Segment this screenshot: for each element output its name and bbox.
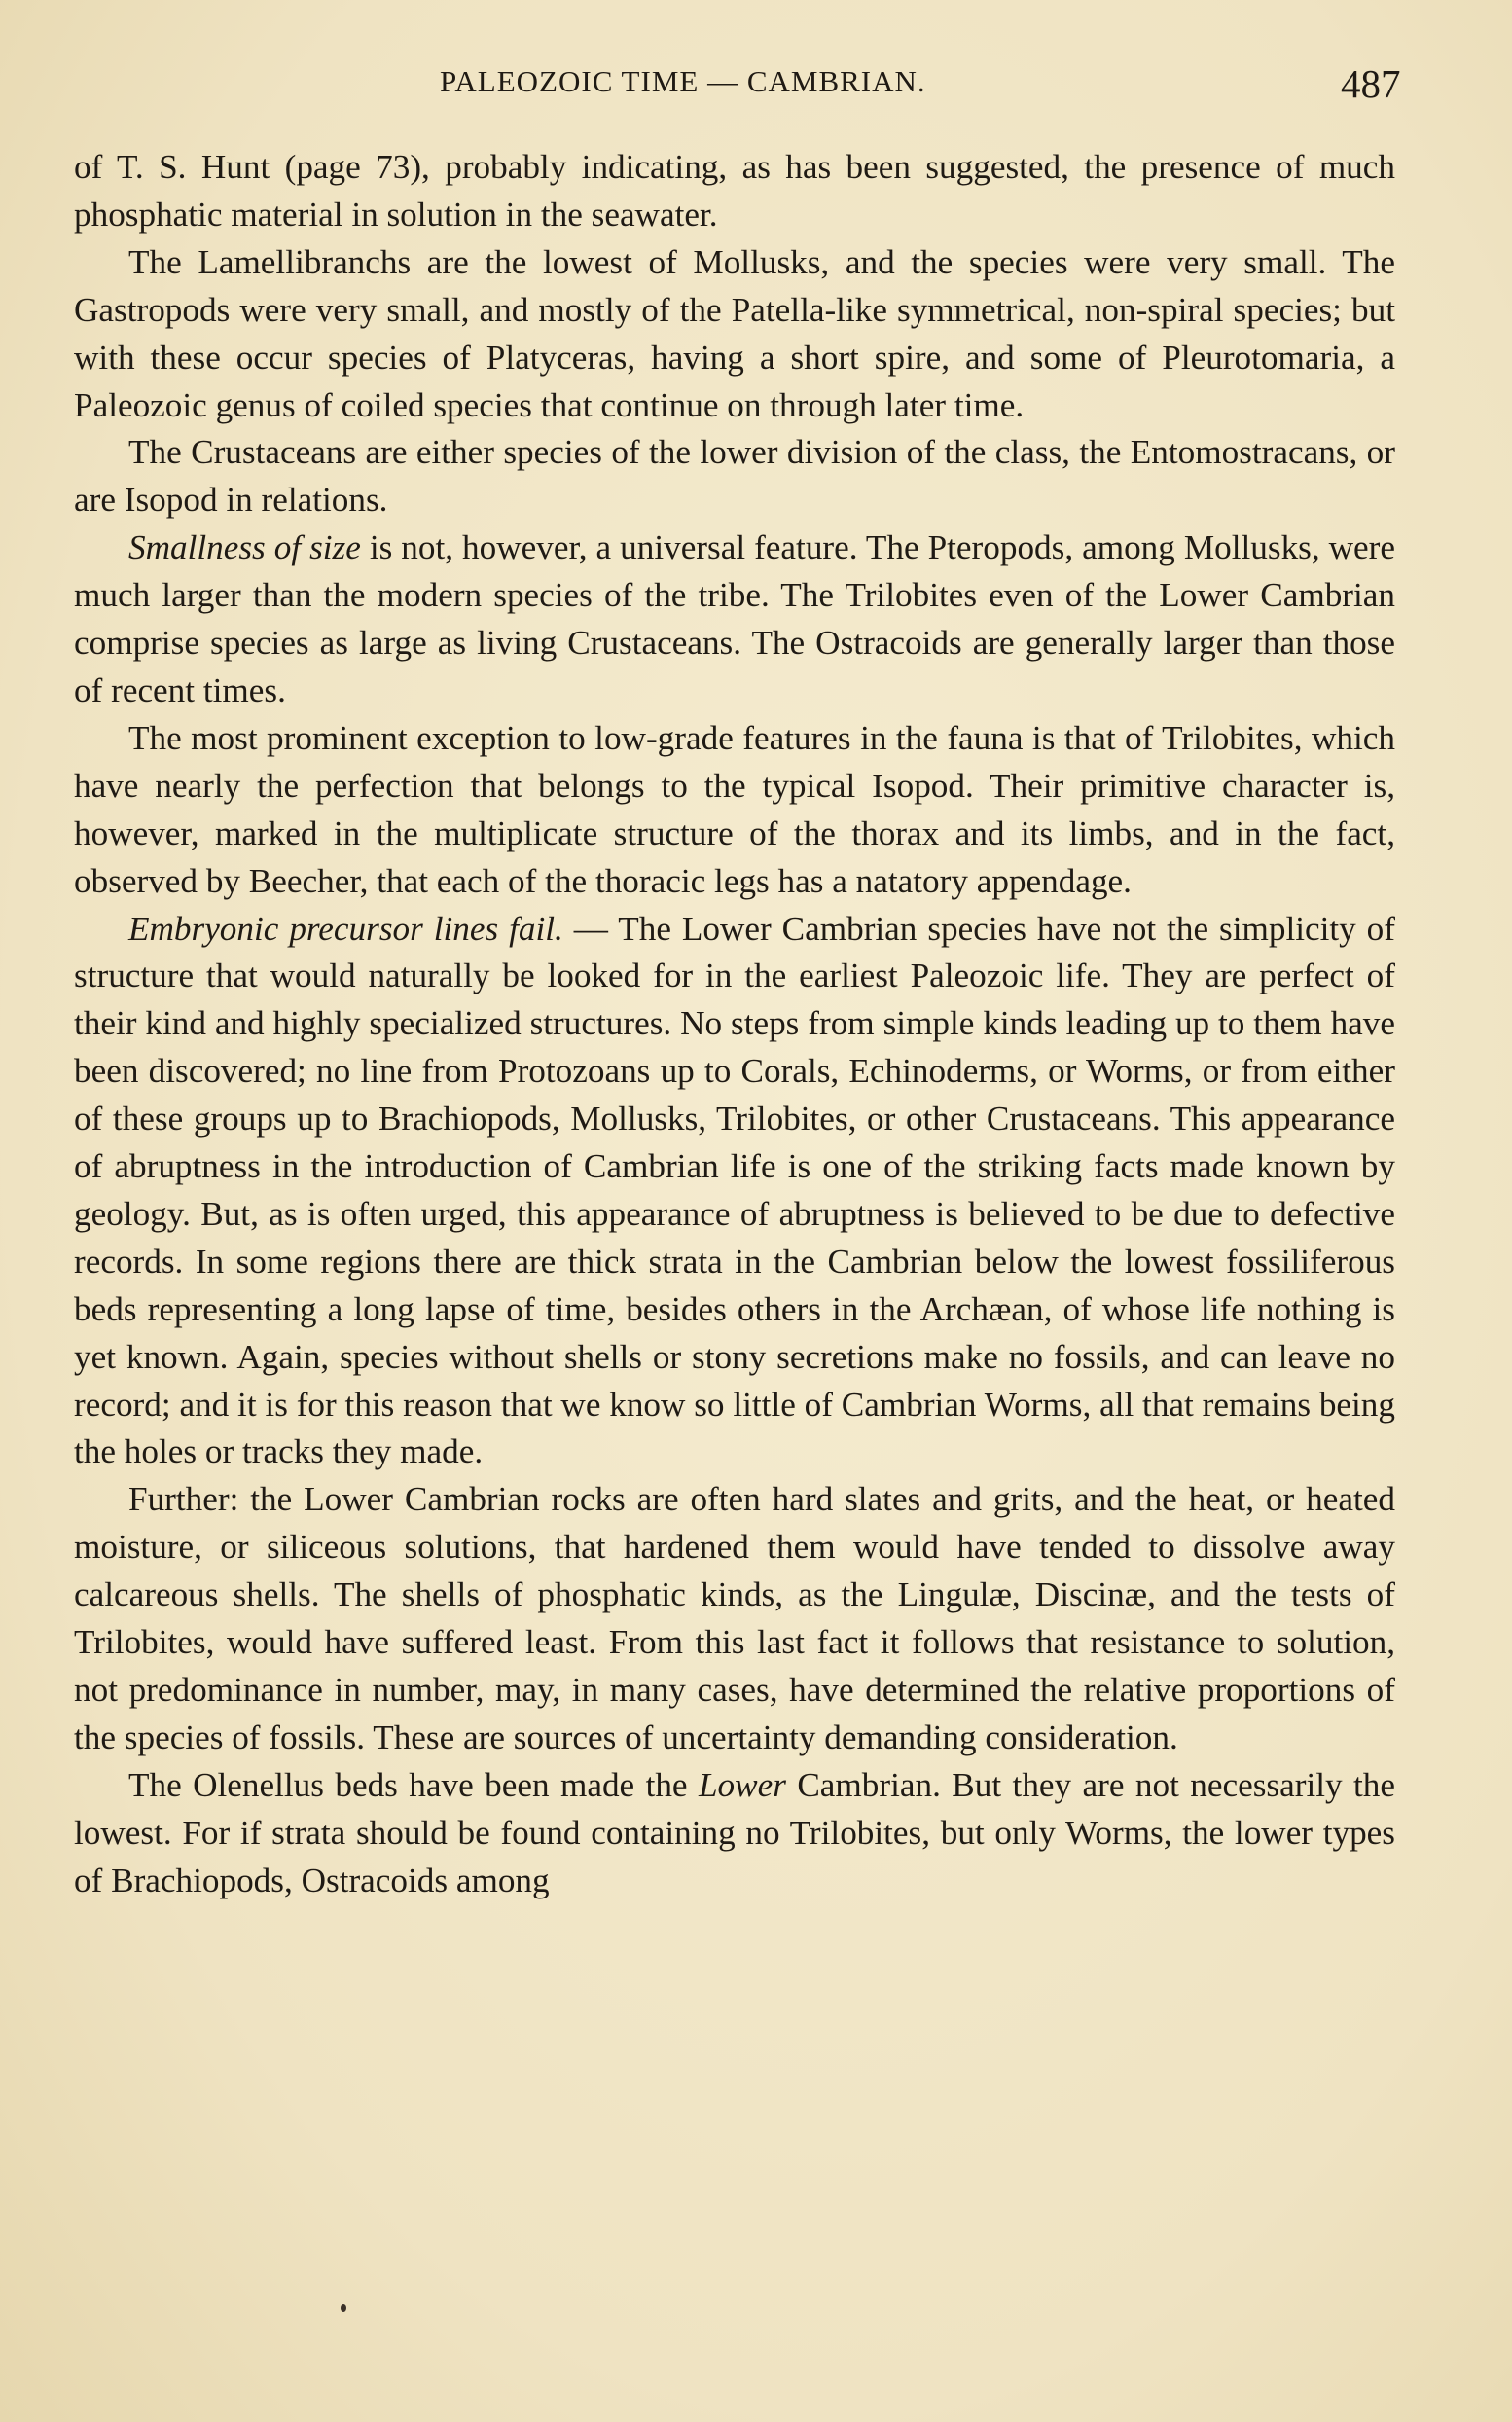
paragraph-1: of T. S. Hunt (page 73), probably indicating, as has been suggested, the presence of much phosphatic material in solution in the seawater. [74, 148, 1395, 234]
paragraph-8-emphasis: Lower [698, 1765, 786, 1804]
paragraph-4-heading: Smallness of size [128, 528, 361, 567]
paragraph-6 [74, 906, 1395, 1477]
page-number: 487 [1341, 61, 1401, 106]
paragraph-8-text-b: Cambrian. But they are not necessarily the lowest. For if strata should be found containing no Trilobites, but only Worms, the lower types of Brachiopods, Ostracoids among [74, 1765, 1395, 1899]
paragraph-8-text-a: The Olenellus beds have been made the [128, 1765, 699, 1804]
paragraph-4-text: is not, however, a universal feature. The Pteropods, among Mollusks, were much larger than the modern species of the tribe. The Trilobites even of the Lower Cambrian comprise species as large as living Crustaceans. The Ostracoids are generally larger than those of recent times. [74, 528, 1395, 709]
body-text [74, 144, 1395, 1905]
paragraph-4 [74, 524, 1395, 715]
ink-speck [341, 2304, 346, 2312]
paragraph-3: The Crustaceans are either species of the lower division of the class, the Entomostracans, or are Isopod in relations. [74, 433, 1395, 520]
paragraph-6-heading: Embryonic precursor lines fail. [128, 909, 563, 948]
paragraph-5: The most prominent exception to low-grade features in the fauna is that of Trilobites, which have nearly the perfection that belongs to the typical Isopod. Their primitive character is, however, marked in the multiplicate structure of the thorax and its limbs, and in the fact, observed by Beecher, that each of the thoracic legs has a natatory appendage. [74, 718, 1395, 900]
paragraph-8 [74, 1762, 1395, 1905]
paragraph-7: Further: the Lower Cambrian rocks are often hard slates and grits, and the heat, or heated moisture, or siliceous solutions, that hardened them would have tended to dissolve away calcareous shells. The shells of phosphatic kinds, as the Lingulæ, Discinæ, and the tests of Trilobites, would have suffered least. From this last fact it follows that resistance to solution, not predominance in number, may, in many cases, have determined the relative proportions of the species of fossils. These are sources of uncertainty demanding consideration. [74, 1480, 1395, 1756]
running-title: PALEOZOIC TIME — CAMBRIAN. [440, 64, 926, 98]
paragraph-2: The Lamellibranchs are the lowest of Mollusks, and the species were very small. The Gastropods were very small, and mostly of the Patella-like symmetrical, non-spiral species; but with these occur species of Platyceras, having a short spire, and some of Pleurotomaria, a Paleozoic genus of coiled species that continue on through later time. [74, 242, 1395, 424]
paragraph-6-text: — The Lower Cambrian species have not the simplicity of structure that would naturally be looked for in the earliest Paleozoic life. They are perfect of their kind and highly specialized structures. No steps from simple kinds leading up to them have been discovered; no line from Protozoans up to Corals, Echinoderms, or Worms, or from either of these groups up to Brachiopods, Mollusks, Trilobites, or other Crustaceans. This appearance of abruptness in the introduction of Cambrian life is one of the striking facts made known by geology. But, as is often urged, this appearance of abruptness is believed to be due to defective records. In some regions there are thick strata in the Cambrian below the lowest fossiliferous beds representing a long lapse of time, besides others in the Archæan, of whose life nothing is yet known. Again, species without shells or stony secretions make no fossils, and can leave no record; and it is for this reason that we know so little of Cambrian Worms, all that remains being the holes or tracks they made. [74, 909, 1395, 1471]
running-head [0, 56, 1512, 115]
